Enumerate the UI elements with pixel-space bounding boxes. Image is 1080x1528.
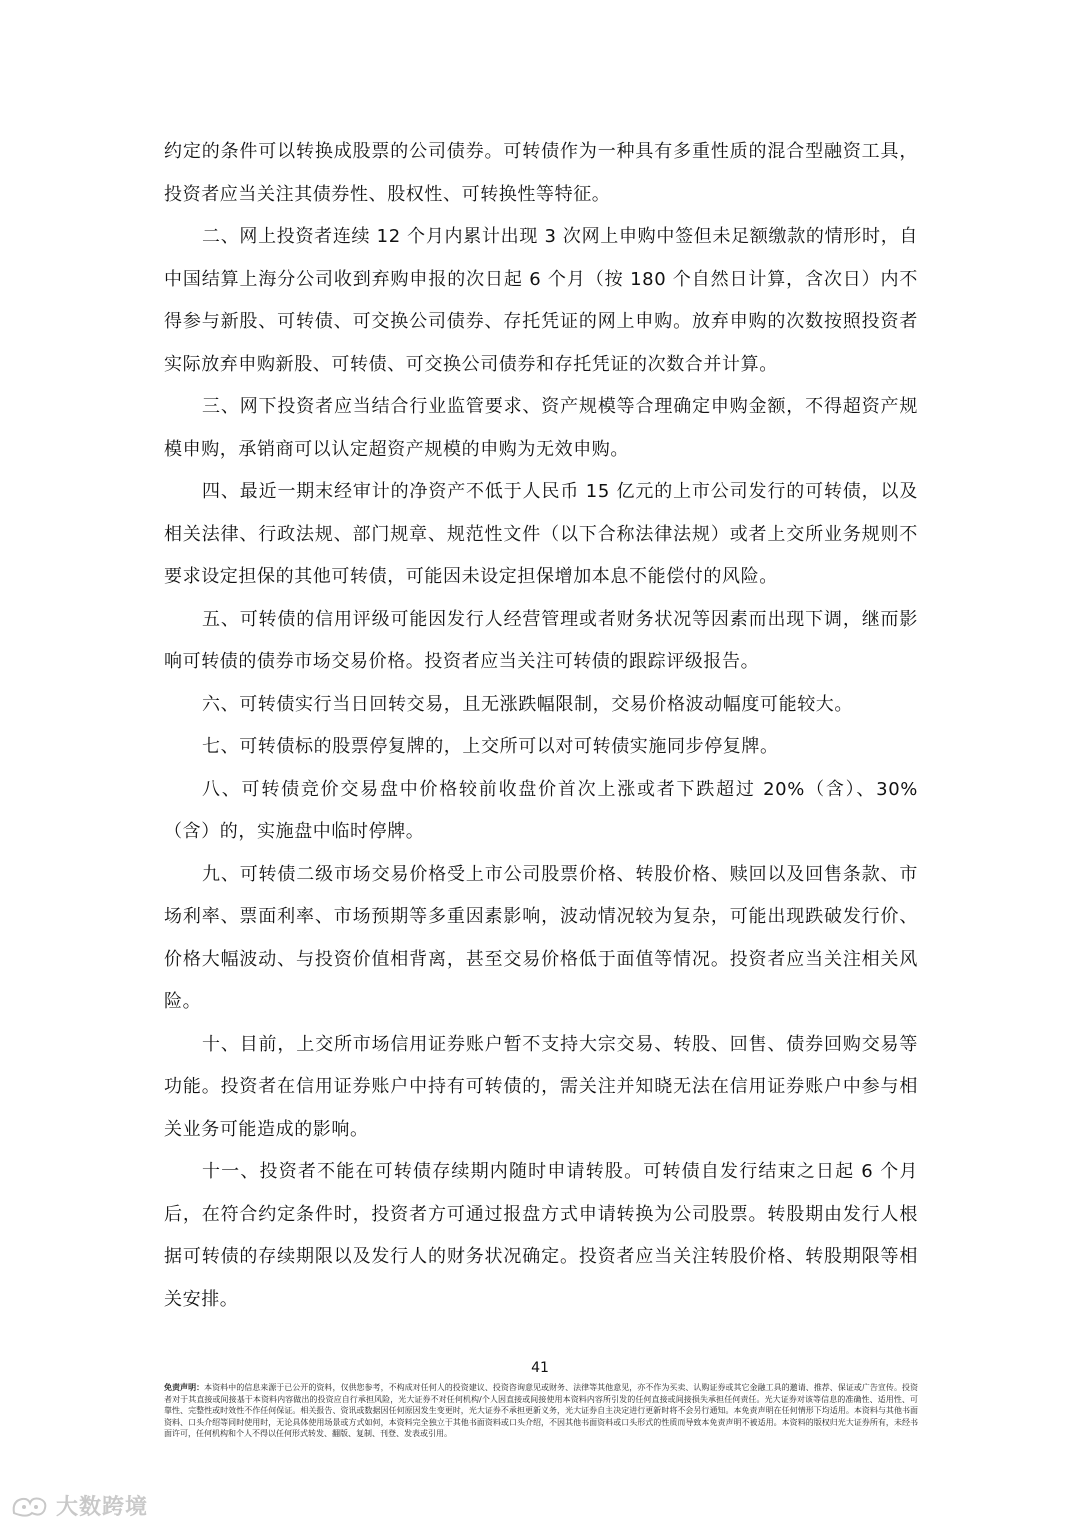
paragraph-item-7: 七、可转债标的股票停复牌的，上交所可以对可转债实施同步停复牌。 xyxy=(202,736,779,757)
paragraph-item-2: 二、网上投资者连续 12 个月内累计出现 3 次网上申购中签但未足额缴款的情形时，自中国结算上海分公司收到弃购申报的次日起 6 个月（按 180 个自然日计算，含次日）内不得参与新股、可转债、可交换公司债券、存托凭证的网上申购。放弃申购的次数按照投资者实际放弃申购新股、可转债、可交换公司债券和存托凭证的次数合并计算。 xyxy=(164,226,918,375)
paragraph-item-4: 四、最近一期末经审计的净资产不低于人民币 15 亿元的上市公司发行的可转债，以及相关法律、行政法规、部门规章、规范性文件（以下合称法律法规）或者上交所业务规则不要求设定担保的其他可转债，可能因未设定担保增加本息不能偿付的风险。 xyxy=(164,481,918,587)
paragraph-item-10: 十、目前，上交所市场信用证券账户暂不支持大宗交易、转股、回售、债券回购交易等功能。投资者在信用证券账户中持有可转债的，需关注并知晓无法在信用证券账户中参与相关业务可能造成的影响。 xyxy=(164,1033,918,1140)
paragraph-item-9: 九、可转债二级市场交易价格受上市公司股票价格、转股价格、赎回以及回售条款、市场利率、票面利率、市场预期等多重因素影响，波动情况较为复杂，可能出现跌破发行价、价格大幅波动、与投资价值相背离，甚至交易价格低于面值等情况。投资者应当关注相关风险。 xyxy=(164,863,918,1012)
watermark-logo-icon xyxy=(10,1493,50,1519)
watermark-text: 大数跨境 xyxy=(56,1495,149,1520)
disclaimer-text: 本资料中的信息来源于已公开的资料，仅供您参考，不构成对任何人的投资建议、投资咨询意见或财务、法律等其他意见，亦不作为买卖、认购证券或其它金融工具的邀请、推荐、保证或广告宣传。投资者对于其直接或间接基于本资料内容做出的投资应自行承担风险，光大证券不对任何机构/个人因直接或间接使用本资料内容所引发的任何直接或间接损失承担任何责任。光大证券对该等信息的准确性、适用性、可靠性、完整性或时效性不作任何保证。相关报告、资讯或数据因任何原因发生变更时，光大证券不承担更新义务，光大证券自主决定进行更新时将不会另行通知。本免责声明在任何情形下均适用。本资料与其他书面资料、口头介绍等同时使用时，无论具体使用场景或方式如何，本资料完全独立于其他书面资料或口头介绍，不因其他书面资料或口头形式的性质而导致本免责声明不被适用。本资料的版权归光大证券所有，未经书面许可，任何机构和个人不得以任何形式转发、翻版、复制、刊登、发表或引用。 xyxy=(164,1383,918,1438)
document-body xyxy=(164,131,918,1321)
page-number: 41 xyxy=(531,1360,549,1376)
disclaimer xyxy=(164,1382,918,1440)
paragraph-item-8: 八、可转债竞价交易盘中价格较前收盘价首次上涨或者下跌超过 20%（含）、30%（含）的，实施盘中临时停牌。 xyxy=(164,778,918,842)
paragraph-item-6: 六、可转债实行当日回转交易，且无涨跌幅限制，交易价格波动幅度可能较大。 xyxy=(202,693,853,715)
disclaimer-label: 免责声明： xyxy=(164,1383,205,1392)
paragraph-continuation: 约定的条件可以转换成股票的公司债券。可转债作为一种具有多重性质的混合型融资工具，投资者应当关注其债券性、股权性、可转换性等特征。 xyxy=(164,141,918,205)
paragraph-item-5: 五、可转债的信用评级可能因发行人经营管理或者财务状况等因素而出现下调，继而影响可转债的债券市场交易价格。投资者应当关注可转债的跟踪评级报告。 xyxy=(164,608,918,672)
watermark xyxy=(10,1490,148,1521)
paragraph-item-11: 十一、投资者不能在可转债存续期内随时申请转股。可转债自发行结束之日起 6 个月后，在符合约定条件时，投资者方可通过报盘方式申请转换为公司股票。转股期由发行人根据可转债的存续期限以及发行人的财务状况确定。投资者应当关注转股价格、转股期限等相关安排。 xyxy=(164,1161,918,1310)
paragraph-item-3: 三、网下投资者应当结合行业监管要求、资产规模等合理确定申购金额，不得超资产规模申购，承销商可以认定超资产规模的申购为无效申购。 xyxy=(164,396,918,460)
